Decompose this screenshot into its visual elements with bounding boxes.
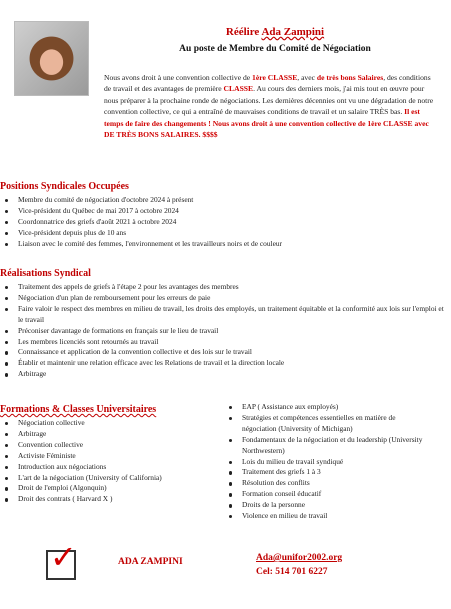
list-item: Fondamentaux de la négociation et du leadership (University Northwestern): [224, 435, 424, 457]
phone-number: Cel: 514 701 6227: [256, 567, 328, 577]
list-item: Convention collective: [0, 440, 215, 451]
list-item: Formation conseil éducatif: [224, 489, 424, 500]
intro-highlight-4: Il est temps de faire des changements ! Nous avons droit à une convention collective de 1ère CLASSE avec DE TRÈS BONS SALAIRES. $$$$: [104, 107, 429, 140]
list-item: Vice-président depuis plus de 10 ans: [0, 228, 440, 239]
title-name: Ada Zampini: [261, 26, 325, 38]
intro-highlight-3: CLASSE: [223, 84, 254, 94]
list-item: Arbitrage: [0, 429, 215, 440]
list-item: Établir et maintenir une relation efficace avec les Relations de travail et la direction locale: [0, 358, 445, 369]
list-item: Vice-président du Québec de mai 2017 à octobre 2024: [0, 206, 440, 217]
candidate-photo: [14, 21, 89, 96]
list-item: Liaison avec le comité des femmes, l'environnement et les travailleurs noirs et de couleur: [0, 239, 440, 250]
email-link[interactable]: Ada@unifor2002.org: [256, 553, 343, 563]
title-prefix: Réélire: [225, 26, 260, 38]
positions-heading: Positions Syndicales Occupées: [0, 181, 129, 192]
intro-text-4: . Au cours des derniers mois, j'ai mis tout en œuvre pour nous préparer à la prochaine ronde de négociations. Les dernières décennies ont vu une dégradation de notre convention collective, ce qui a entraîné de mauvaises conditions de travail et un salaire TRÈS bas.: [104, 84, 434, 117]
intro-text-1: Nous avons droit à une convention collective de: [104, 73, 253, 82]
positions-list: [0, 195, 440, 250]
list-item: Droit de l'emploi (Algonquin): [0, 483, 215, 494]
list-item: Lois du milieu de travail syndiqué: [224, 457, 424, 468]
list-item: Résolution des conflits: [224, 478, 424, 489]
page-subtitle: Au poste de Membre du Comité de Négociation: [179, 44, 371, 54]
list-item: Activiste Féministe: [0, 451, 215, 462]
list-item: Préconiser davantage de formations en français sur le lieu de travail: [0, 326, 445, 337]
achievements-list: [0, 282, 445, 380]
intro-highlight-2: de très bons Salaires: [316, 73, 384, 82]
intro-text-2: , avec: [297, 73, 317, 82]
training-list-left: [0, 418, 215, 505]
footer-name: ADA ZAMPINI: [118, 557, 183, 567]
list-item: Les membres licenciés sont retournés au travail: [0, 337, 445, 348]
achievements-heading: Réalisations Syndical: [0, 268, 91, 279]
page-title: [120, 26, 430, 38]
checkmark-icon: ✓: [50, 538, 77, 576]
list-item: Droits de la personne: [224, 500, 424, 511]
list-item: Stratégies et compétences essentielles en matière de négociation (University of Michigan): [224, 413, 424, 435]
list-item: L'art de la négociation (University of California): [0, 473, 215, 484]
intro-text-3: , des conditions de travail et des avantages de première: [104, 73, 431, 94]
list-item: Connaissance et application de la convention collective et des lois sur le travail: [0, 347, 445, 358]
list-item: Arbitrage: [0, 369, 445, 380]
list-item: Traitement des appels de griefs à l'étape 2 pour les avantages des membres: [0, 282, 445, 293]
list-item: Faire valoir le respect des membres en milieu de travail, les droits des employés, un traitement équitable et la conformité aux lois sur l'emploi et le travail: [0, 304, 445, 326]
list-item: EAP ( Assistance aux employés): [224, 402, 424, 413]
list-item: Droit des contrats ( Harvard X ): [0, 494, 215, 505]
training-heading: Formations & Classes Universitaires: [0, 404, 157, 415]
list-item: Violence en milieu de travail: [224, 511, 424, 522]
list-item: Introduction aux négociations: [0, 462, 215, 473]
list-item: Négociation collective: [0, 418, 215, 429]
list-item: Négociation d'un plan de remboursement pour les erreurs de paie: [0, 293, 445, 304]
list-item: Membre du comité de négociation d'octobre 2024 à présent: [0, 195, 440, 206]
list-item: Coordonnatrice des griefs d'août 2021 à octobre 2024: [0, 217, 440, 228]
intro-paragraph: [104, 72, 434, 140]
intro-highlight-1: 1ère CLASSE: [252, 73, 298, 82]
training-list-right: [224, 402, 424, 522]
list-item: Traitement des griefs 1 à 3: [224, 467, 424, 478]
